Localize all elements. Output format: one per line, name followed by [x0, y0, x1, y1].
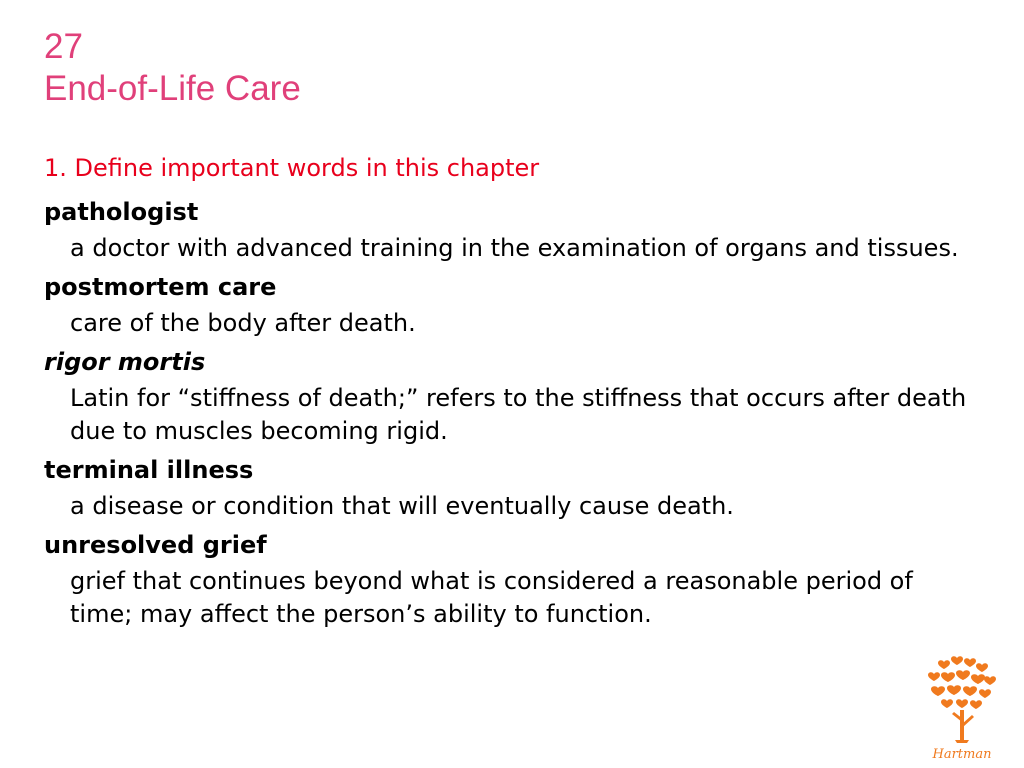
logo-text: Hartman	[932, 747, 992, 762]
definition-postmortem-care: care of the body after death.	[70, 309, 416, 337]
chapter-number: 27	[44, 27, 83, 66]
section-subtitle: 1. Define important words in this chapter	[44, 154, 540, 182]
term-terminal-illness: terminal illness	[44, 456, 254, 484]
definition-pathologist: a doctor with advanced training in the examination of organs and tissues.	[70, 234, 959, 262]
definition-unresolved-grief: grief that continues beyond what is considered a reasonable period of time; may affect the person’s ability to function.	[70, 567, 913, 628]
heart-tree-icon	[922, 652, 1002, 762]
term-unresolved-grief: unresolved grief	[44, 531, 267, 559]
term-postmortem-care: postmortem care	[44, 273, 277, 301]
term-rigor-mortis: rigor mortis	[44, 348, 206, 376]
term-list	[44, 194, 974, 635]
chapter-title: End-of-Life Care	[44, 69, 301, 108]
hartman-logo	[922, 652, 1002, 762]
chapter-header	[44, 26, 301, 110]
term-pathologist: pathologist	[44, 198, 199, 226]
definition-terminal-illness: a disease or condition that will eventually cause death.	[70, 492, 734, 520]
definition-rigor-mortis: Latin for “stiffness of death;” refers to the stiffness that occurs after death due to muscles becoming rigid.	[70, 384, 967, 445]
